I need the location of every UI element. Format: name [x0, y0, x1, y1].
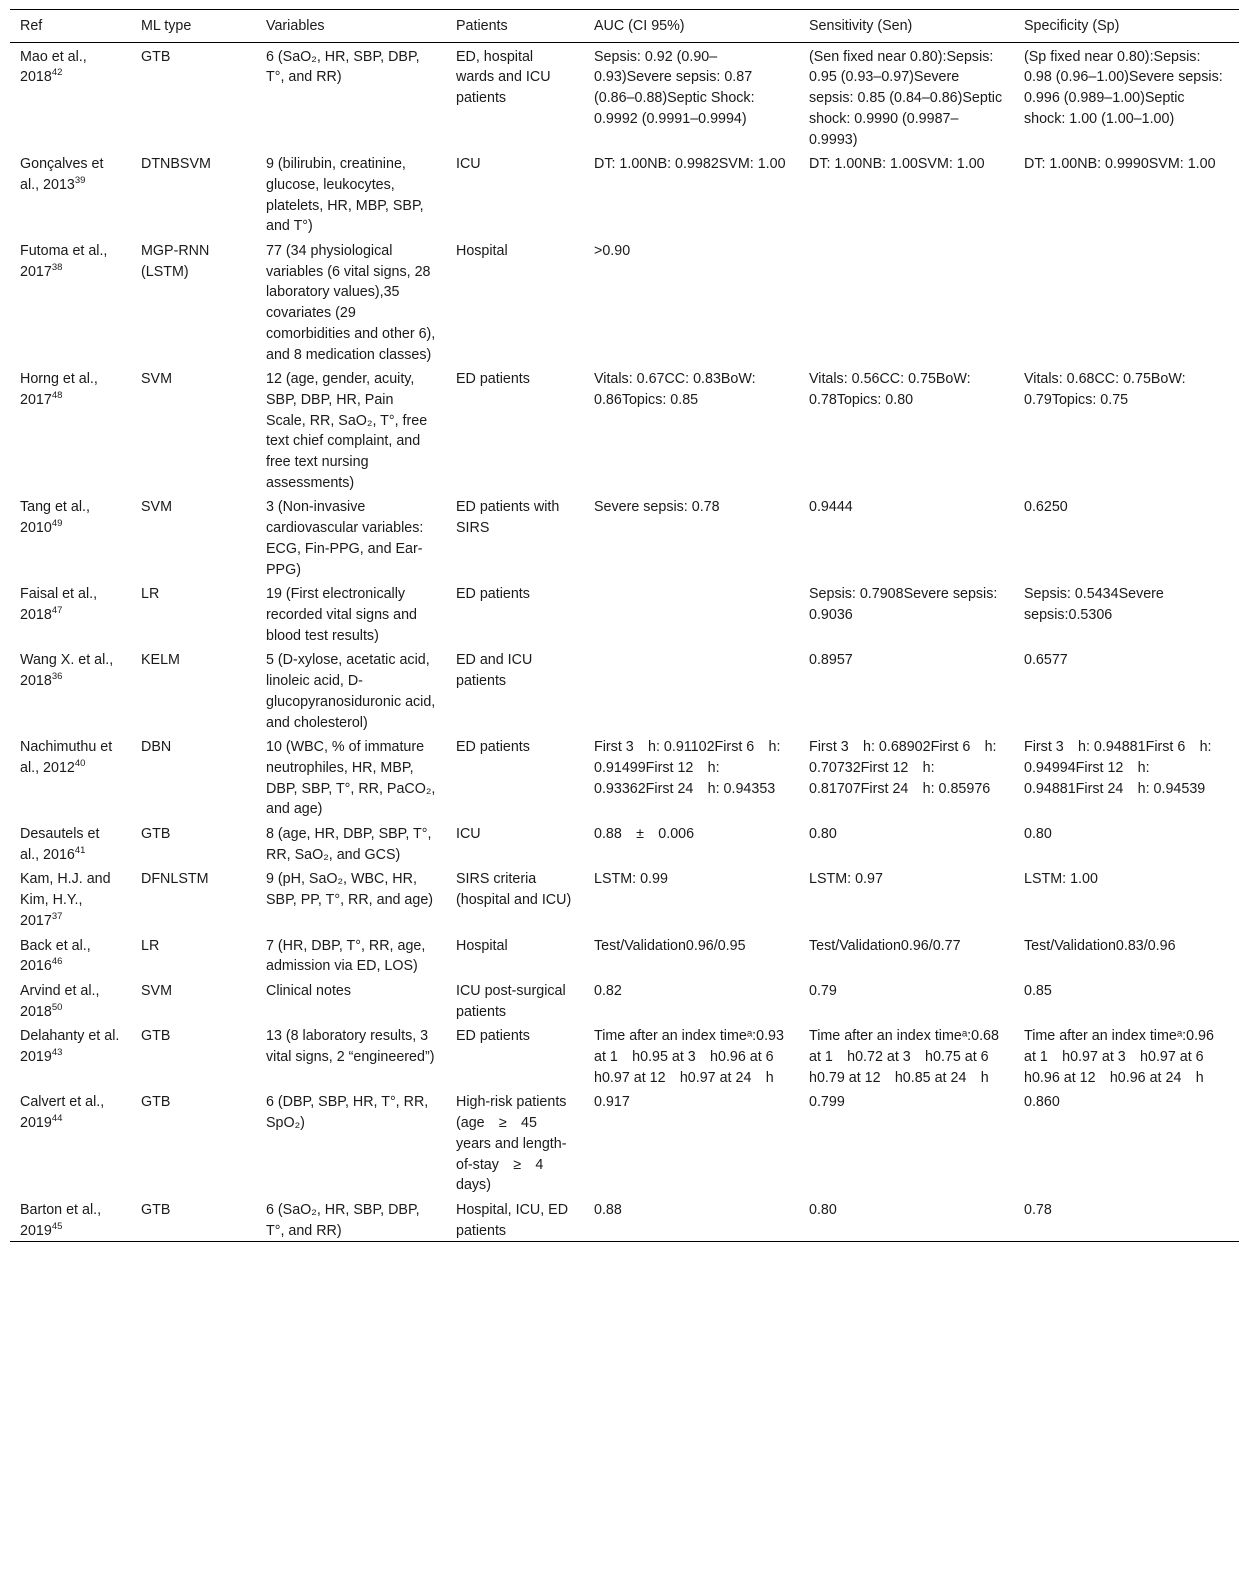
cell-specificity: 0.6577: [1024, 652, 1068, 669]
table-row: [10, 1196, 1239, 1242]
cell-patients: Hospital: [456, 243, 508, 260]
cell-ref: [10, 646, 131, 733]
cell-sensitivity: Vitals: 0.56CC: 0.75BoW: 0.78Topics: 0.80: [809, 371, 971, 408]
cell-patients: ICU post-surgical patients: [456, 982, 566, 1020]
cell-variables: 9 (bilirubin, creatinine, glucose, leukocytes, platelets, HR, MBP, SBP, and T°): [266, 156, 424, 235]
header-row: [10, 10, 1239, 43]
table-row: [10, 493, 1239, 580]
cell-patients: Hospital: [456, 937, 508, 954]
cell-auc: >0.90: [594, 243, 631, 260]
cell-patients: Hospital, ICU, ED patients: [456, 1201, 569, 1239]
cell-sensitivity: DT: 1.00NB: 1.00SVM: 1.00: [809, 156, 985, 173]
cell-auc: [584, 646, 799, 733]
header-ref: Ref: [20, 18, 43, 34]
citation-number: 49: [51, 518, 63, 530]
cell-patients: ED patients: [456, 1028, 530, 1045]
cell-patients: ED patients: [456, 586, 530, 603]
cell-auc: 0.82: [594, 982, 622, 999]
cell-sensitivity: 0.8957: [809, 652, 853, 669]
citation-number: 43: [51, 1047, 63, 1059]
cell-specificity: 0.6250: [1024, 499, 1068, 516]
ref-text: Horng et al., 2017: [20, 371, 98, 408]
header-sensitivity: Sensitivity (Sen): [809, 18, 913, 34]
cell-variables: Clinical notes: [266, 982, 352, 999]
cell-patients: High-risk patients (age ≥ 45 years and length-of-stay ≥ 4 days): [456, 1094, 567, 1194]
cell-specificity: LSTM: 1.00: [1024, 871, 1098, 888]
citation-number: 46: [51, 956, 63, 968]
ref-text: Gonçalves et al., 2013: [20, 156, 104, 193]
cell-auc: Test/Validation0.96/0.95: [594, 937, 746, 954]
cell-sensitivity: Sepsis: 0.7908Severe sepsis: 0.9036: [809, 586, 998, 623]
cell-auc: 0.917: [594, 1094, 630, 1111]
citation-number: 47: [51, 605, 63, 617]
cell-specificity: 0.78: [1024, 1201, 1052, 1218]
cell-variables: 12 (age, gender, acuity, SBP, DBP, HR, Pain Scale, RR, SaO₂, T°, free text chief complaint, and free text nursing assessments): [266, 371, 428, 491]
cell-ref: [10, 580, 131, 646]
cell-variables: 9 (pH, SaO₂, WBC, HR, SBP, PP, T°, RR, and age): [266, 871, 434, 909]
cell-ref: [10, 820, 131, 865]
ref-text: Tang et al., 2010: [20, 499, 90, 537]
cell-specificity: First 3 h: 0.94881First 6 h: 0.94994First 12 h: 0.94881First 24 h: 0.94539: [1024, 739, 1212, 797]
document-page: [10, 9, 1239, 1242]
table-row: [10, 42, 1239, 150]
cell-specificity: Test/Validation0.83/0.96: [1024, 937, 1176, 954]
cell-auc: LSTM: 0.99: [594, 871, 668, 888]
citation-number: 50: [51, 1001, 63, 1013]
cell-ref: [10, 733, 131, 820]
ref-text: Delahanty et al. 2019: [20, 1028, 120, 1066]
cell-auc: Severe sepsis: 0.78: [594, 499, 720, 516]
table-row: [10, 733, 1239, 820]
cell-ml-type: MGP-RNN (LSTM): [141, 243, 210, 280]
cell-specificity: 0.85: [1024, 982, 1052, 999]
table-header: [10, 10, 1239, 43]
cell-ref: [10, 977, 131, 1022]
header-ml-type: ML type: [141, 18, 192, 34]
cell-specificity: [1014, 237, 1239, 365]
table-row: [10, 365, 1239, 493]
table-row: [10, 1022, 1239, 1088]
ref-text: Futoma et al., 2017: [20, 243, 108, 280]
cell-ref: [10, 1022, 131, 1088]
table-row: [10, 977, 1239, 1022]
table-row: [10, 865, 1239, 931]
cell-ref: [10, 150, 131, 237]
cell-patients: SIRS criteria (hospital and ICU): [456, 871, 572, 909]
cell-ml-type: DBN: [141, 739, 172, 756]
cell-ml-type: SVM: [141, 371, 172, 388]
ref-text: Desautels et al., 2016: [20, 826, 100, 863]
citation-number: 37: [51, 911, 63, 923]
ref-text: Mao et al., 2018: [20, 48, 87, 86]
cell-sensitivity: 0.9444: [809, 499, 853, 516]
cell-specificity: Time after an index timeᵃ:0.96 at 1 h0.97 at 3 h0.97 at 6 h0.96 at 12 h0.96 at 24 h: [1024, 1028, 1218, 1086]
citation-number: 36: [51, 671, 63, 683]
cell-ml-type: GTB: [141, 826, 171, 843]
cell-variables: 6 (SaO₂, HR, SBP, DBP, T°, and RR): [266, 1201, 420, 1239]
cell-specificity: Sepsis: 0.5434Severe sepsis:0.5306: [1024, 586, 1164, 623]
cell-sensitivity: (Sen fixed near 0.80):Sepsis: 0.95 (0.93–0.97)Severe sepsis: 0.85 (0.84–0.86)Septic shock: 0.9990 (0.9987–0.9993): [809, 48, 1003, 148]
cell-variables: 6 (SaO₂, HR, SBP, DBP, T°, and RR): [266, 48, 420, 86]
ml-sepsis-table: [10, 9, 1239, 1242]
cell-auc: First 3 h: 0.91102First 6 h: 0.91499First 12 h: 0.93362First 24 h: 0.94353: [594, 739, 781, 797]
citation-number: 48: [51, 390, 63, 402]
cell-ml-type: SVM: [141, 982, 172, 999]
cell-auc: DT: 1.00NB: 0.9982SVM: 1.00: [594, 156, 786, 173]
cell-patients: ICU: [456, 156, 481, 173]
cell-ref: [10, 1088, 131, 1196]
cell-patients: ED patients: [456, 739, 530, 756]
cell-patients: ED, hospital wards and ICU patients: [456, 48, 551, 107]
table-row: [10, 237, 1239, 365]
cell-variables: 3 (Non-invasive cardiovascular variables: ECG, Fin-PPG, and Ear-PPG): [266, 499, 424, 578]
table-body: [10, 42, 1239, 1242]
cell-specificity: Vitals: 0.68CC: 0.75BoW: 0.79Topics: 0.75: [1024, 371, 1186, 408]
cell-variables: 8 (age, HR, DBP, SBP, T°, RR, SaO₂, and GCS): [266, 826, 432, 863]
cell-auc: Time after an index timeᵃ:0.93 at 1 h0.95 at 3 h0.96 at 6 h0.97 at 12 h0.97 at 24 h: [594, 1028, 788, 1086]
cell-ml-type: DTNBSVM: [141, 156, 211, 173]
ref-text: Arvind et al., 2018: [20, 982, 100, 1020]
cell-ref: [10, 865, 131, 931]
citation-number: 39: [74, 175, 86, 187]
cell-auc: [584, 580, 799, 646]
cell-ml-type: LR: [141, 937, 160, 954]
header-specificity: Specificity (Sp): [1024, 18, 1120, 34]
cell-sensitivity: [799, 237, 1014, 365]
table-row: [10, 150, 1239, 237]
table-row: [10, 580, 1239, 646]
cell-sensitivity: 0.799: [809, 1094, 845, 1111]
ref-text: Wang X. et al., 2018: [20, 652, 114, 690]
cell-sensitivity: 0.80: [809, 826, 837, 843]
citation-number: 38: [51, 261, 63, 273]
cell-variables: 6 (DBP, SBP, HR, T°, RR, SpO₂): [266, 1094, 429, 1132]
cell-variables: 10 (WBC, % of immature neutrophiles, HR, MBP, DBP, SBP, T°, RR, PaCO₂, and age): [266, 739, 436, 818]
cell-sensitivity: LSTM: 0.97: [809, 871, 883, 888]
cell-ml-type: GTB: [141, 48, 171, 65]
cell-ml-type: DFNLSTM: [141, 871, 209, 888]
cell-patients: ED and ICU patients: [456, 652, 533, 690]
ref-text: Barton et al., 2019: [20, 1201, 102, 1239]
cell-ref: [10, 493, 131, 580]
cell-sensitivity: Time after an index timeᵃ:0.68 at 1 h0.72 at 3 h0.75 at 6 h0.79 at 12 h0.85 at 24 h: [809, 1028, 1003, 1086]
table-row: [10, 932, 1239, 977]
citation-number: 41: [74, 844, 86, 856]
cell-ml-type: GTB: [141, 1201, 171, 1218]
cell-variables: 5 (D-xylose, acetatic acid, linoleic acid, D-glucopyranosiduronic acid, and cholesterol): [266, 652, 436, 731]
cell-specificity: DT: 1.00NB: 0.9990SVM: 1.00: [1024, 156, 1216, 173]
cell-patients: ED patients: [456, 371, 530, 388]
cell-specificity: (Sp fixed near 0.80):Sepsis: 0.98 (0.96–1.00)Severe sepsis: 0.996 (0.989–1.00)Septic shock: 1.00 (1.00–1.00): [1024, 48, 1223, 127]
ref-text: Kam, H.J. and Kim, H.Y., 2017: [20, 871, 111, 929]
citation-number: 40: [74, 758, 86, 770]
ref-text: Back et al., 2016: [20, 937, 91, 975]
header-auc: AUC (CI 95%): [594, 18, 685, 34]
ref-text: Calvert et al., 2019: [20, 1094, 105, 1132]
cell-sensitivity: 0.79: [809, 982, 837, 999]
cell-sensitivity: Test/Validation0.96/0.77: [809, 937, 961, 954]
table-row: [10, 646, 1239, 733]
table-row: [10, 820, 1239, 865]
cell-auc: 0.88 ± 0.006: [594, 826, 695, 843]
citation-number: 45: [51, 1220, 63, 1232]
cell-sensitivity: First 3 h: 0.68902First 6 h: 0.70732First 12 h: 0.81707First 24 h: 0.85976: [809, 739, 997, 797]
cell-ref: [10, 1196, 131, 1242]
cell-ml-type: GTB: [141, 1028, 171, 1045]
header-variables: Variables: [266, 18, 325, 34]
cell-patients: ICU: [456, 826, 481, 843]
header-patients: Patients: [456, 18, 508, 34]
cell-variables: 77 (34 physiological variables (6 vital signs, 28 laboratory values),35 covariates (29 comorbidities and other 6), and 8 medication classes): [266, 243, 436, 363]
citation-number: 42: [51, 67, 63, 79]
cell-ml-type: KELM: [141, 652, 180, 669]
cell-auc: Vitals: 0.67CC: 0.83BoW: 0.86Topics: 0.85: [594, 371, 756, 408]
table-row: [10, 1088, 1239, 1196]
cell-auc: 0.88: [594, 1201, 622, 1218]
ref-text: Nachimuthu et al., 2012: [20, 739, 113, 776]
cell-ref: [10, 365, 131, 493]
cell-ml-type: SVM: [141, 499, 172, 516]
ref-text: Faisal et al., 2018: [20, 586, 98, 623]
cell-ref: [10, 932, 131, 977]
cell-specificity: 0.80: [1024, 826, 1052, 843]
cell-auc: Sepsis: 0.92 (0.90–0.93)Severe sepsis: 0.87 (0.86–0.88)Septic Shock: 0.9992 (0.9991–0.9994): [594, 48, 755, 127]
cell-ref: [10, 42, 131, 150]
cell-patients: ED patients with SIRS: [456, 499, 560, 537]
cell-variables: 19 (First electronically recorded vital signs and blood test results): [266, 586, 417, 644]
cell-ml-type: LR: [141, 586, 160, 603]
cell-specificity: 0.860: [1024, 1094, 1060, 1111]
cell-sensitivity: 0.80: [809, 1201, 837, 1218]
cell-variables: 7 (HR, DBP, T°, RR, age, admission via ED, LOS): [266, 937, 426, 975]
cell-ml-type: GTB: [141, 1094, 171, 1111]
cell-variables: 13 (8 laboratory results, 3 vital signs, 2 “engineered”): [266, 1028, 435, 1066]
citation-number: 44: [51, 1113, 63, 1125]
cell-ref: [10, 237, 131, 365]
